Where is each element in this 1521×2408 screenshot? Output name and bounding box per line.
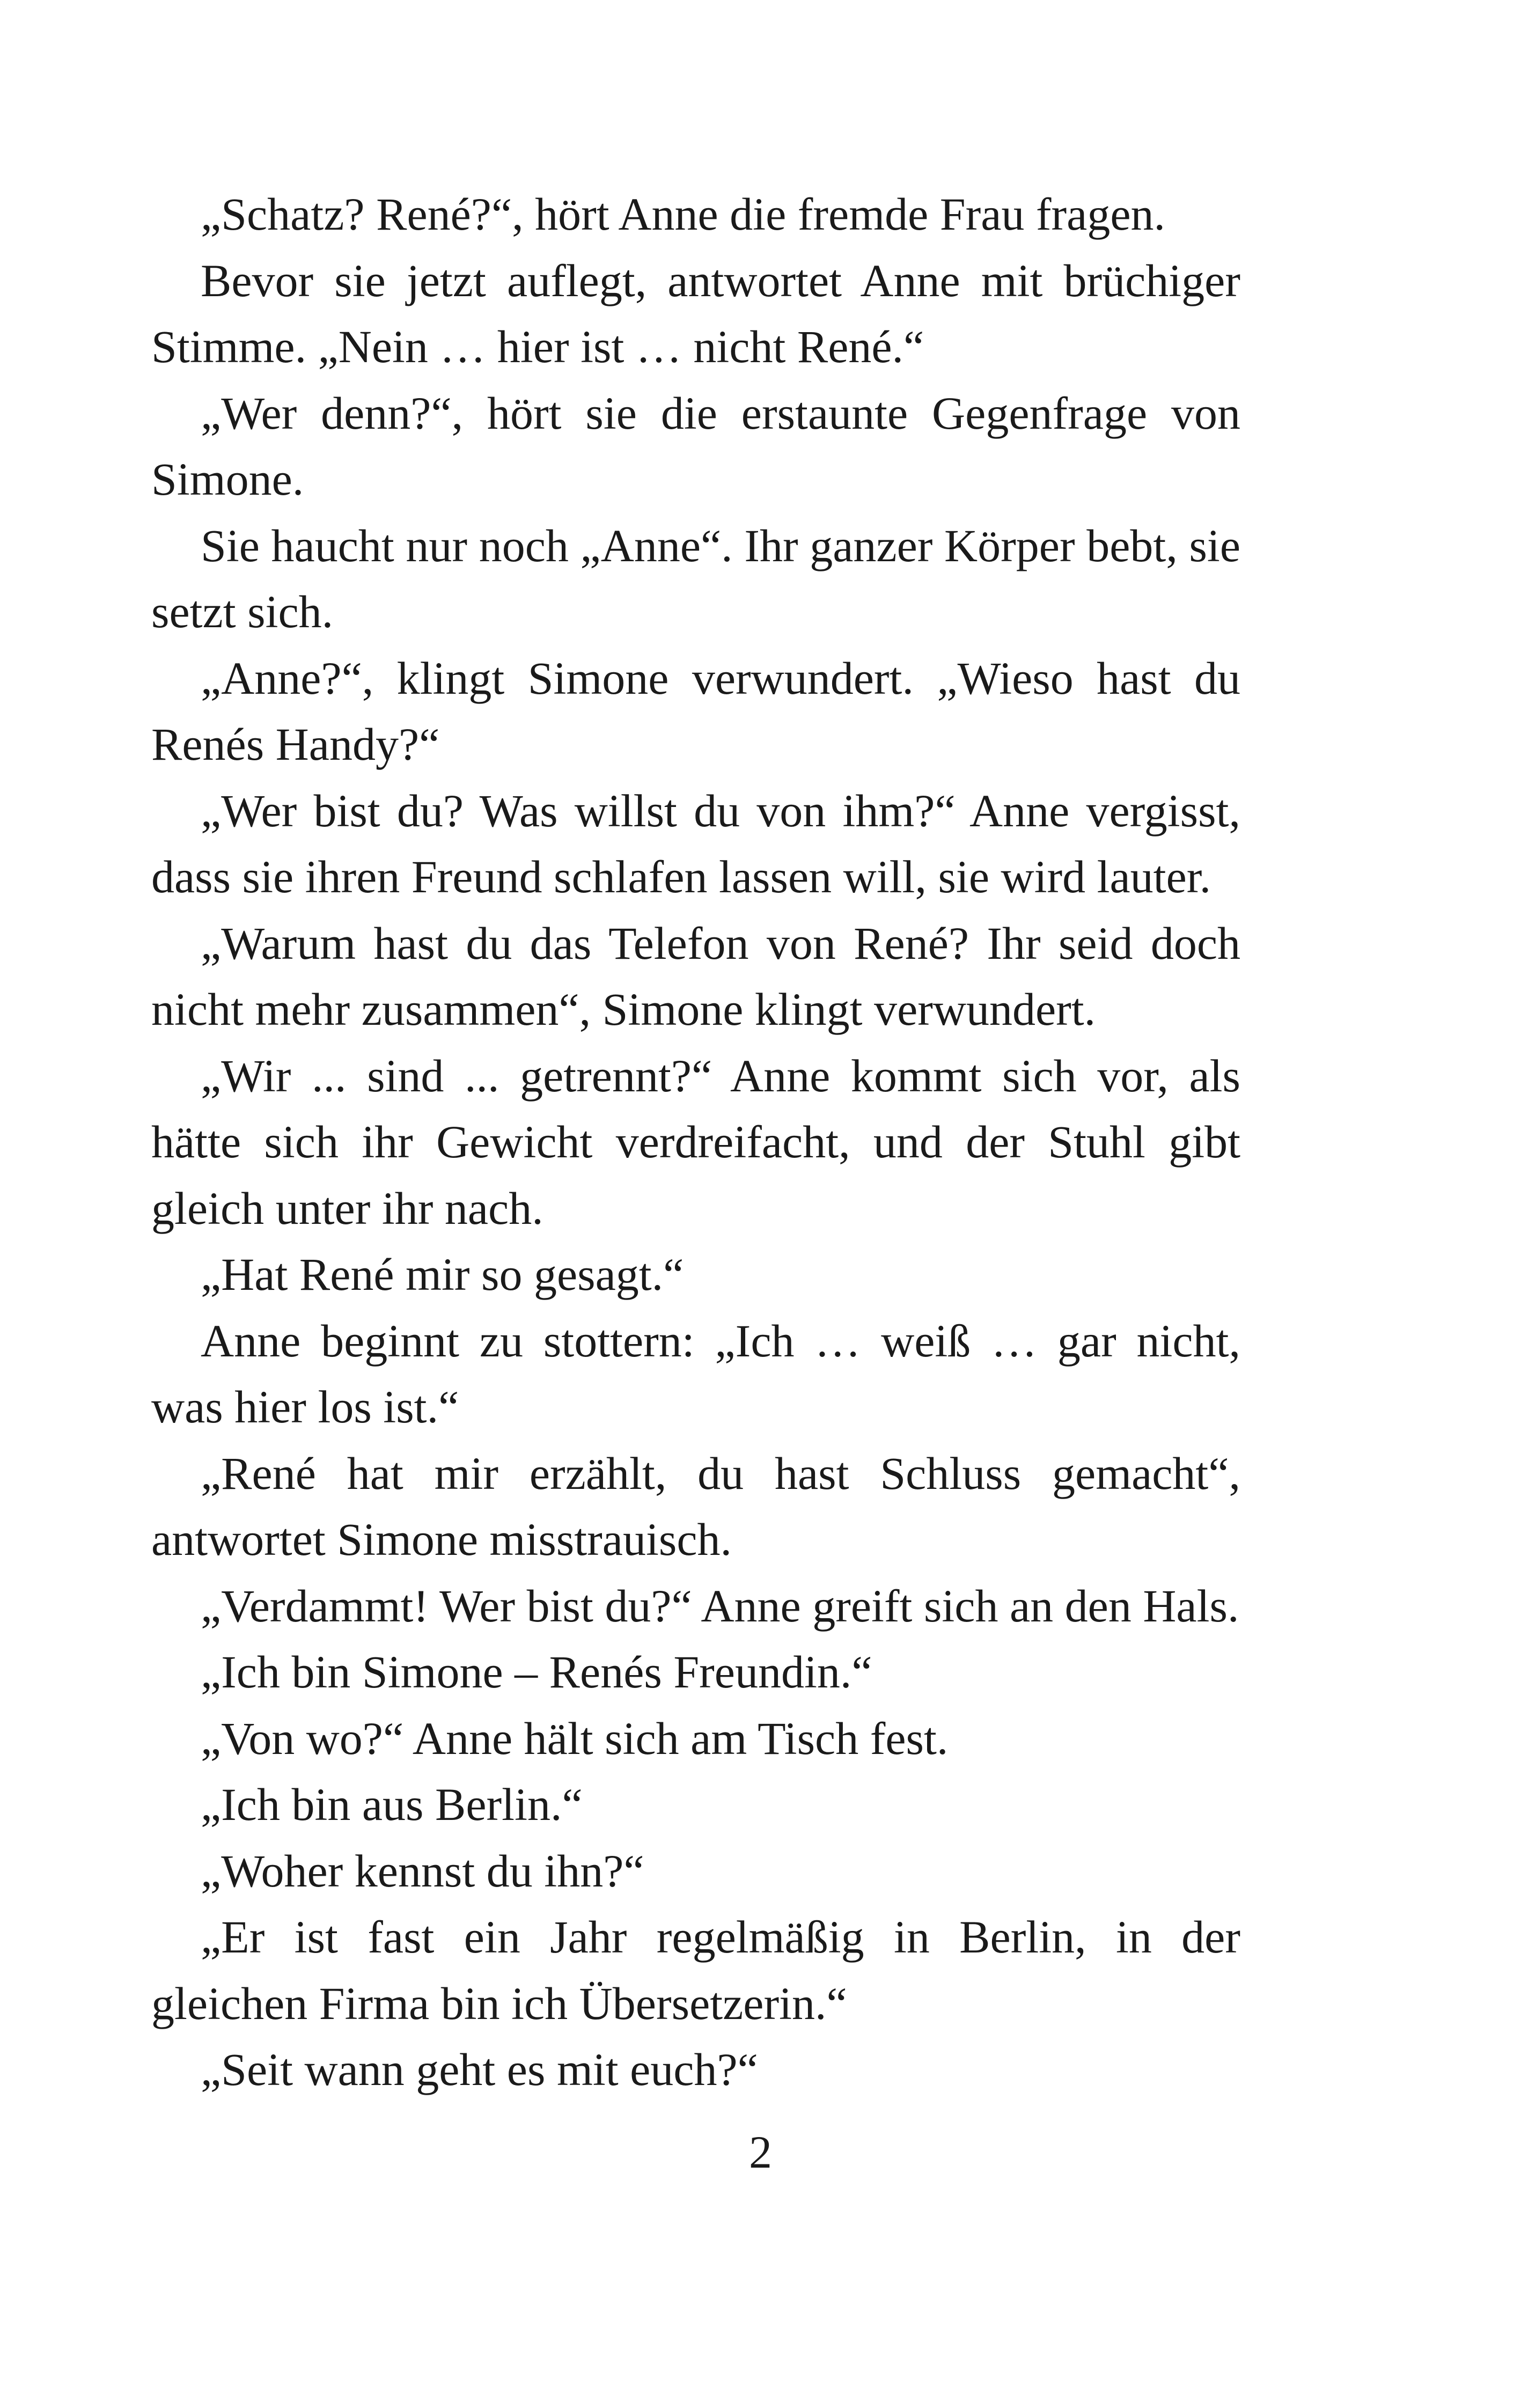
paragraph: „Warum hast du das Telefon von René? Ihr seid doch nicht mehr zusammen“, Simone klingt verwundert. (151, 917, 1240, 1035)
paragraph: „Von wo?“ Anne hält sich am Tisch fest. (201, 1712, 949, 1764)
paragraph: „Schatz? René?“, hört Anne die fremde Frau fragen. (201, 188, 1166, 240)
paragraph: „Wer denn?“, hört sie die erstaunte Gegenfrage von Simone. (151, 387, 1240, 505)
paragraph: „Ich bin Simone – Renés Freundin.“ (201, 1646, 872, 1698)
paragraph: Bevor sie jetzt auflegt, antwortet Anne mit brüchiger Stimme. „Nein … hier ist … nicht René.“ (151, 254, 1240, 372)
paragraph: „Seit wann geht es mit euch?“ (201, 2044, 758, 2095)
body-text (151, 181, 1240, 2103)
paragraph: „Wer bist du? Was willst du von ihm?“ Anne vergisst, dass sie ihren Freund schlafen lassen will, sie wird lauter. (151, 784, 1240, 902)
paragraph: „Verdammt! Wer bist du?“ Anne greift sich an den Hals. (201, 1580, 1239, 1632)
paragraph: Sie haucht nur noch „Anne“. Ihr ganzer Körper bebt, sie setzt sich. (151, 519, 1240, 637)
paragraph: „Hat René mir so gesagt.“ (201, 1249, 684, 1300)
paragraph: „Wir ... sind ... getrennt?“ Anne kommt sich vor, als hätte sich ihr Gewicht verdreifacht, und der Stuhl gibt gleich unter ihr nach. (151, 1049, 1240, 1234)
paragraph: „Woher kennst du ihn?“ (201, 1845, 644, 1897)
paragraph: Anne beginnt zu stottern: „Ich … weiß … gar nicht, was hier los ist.“ (151, 1315, 1240, 1433)
page-number: 2 (749, 2126, 772, 2178)
paragraph: „Ich bin aus Berlin.“ (201, 1779, 583, 1830)
paragraph: „Er ist fast ein Jahr regelmäßig in Berlin, in der gleichen Firma bin ich Übersetzerin.“ (151, 1911, 1240, 2029)
paragraph: „René hat mir erzählt, du hast Schluss gemacht“, antwortet Simone misstrauisch. (151, 1447, 1240, 1565)
paragraph: „Anne?“, klingt Simone verwundert. „Wieso hast du Renés Handy?“ (151, 652, 1240, 770)
